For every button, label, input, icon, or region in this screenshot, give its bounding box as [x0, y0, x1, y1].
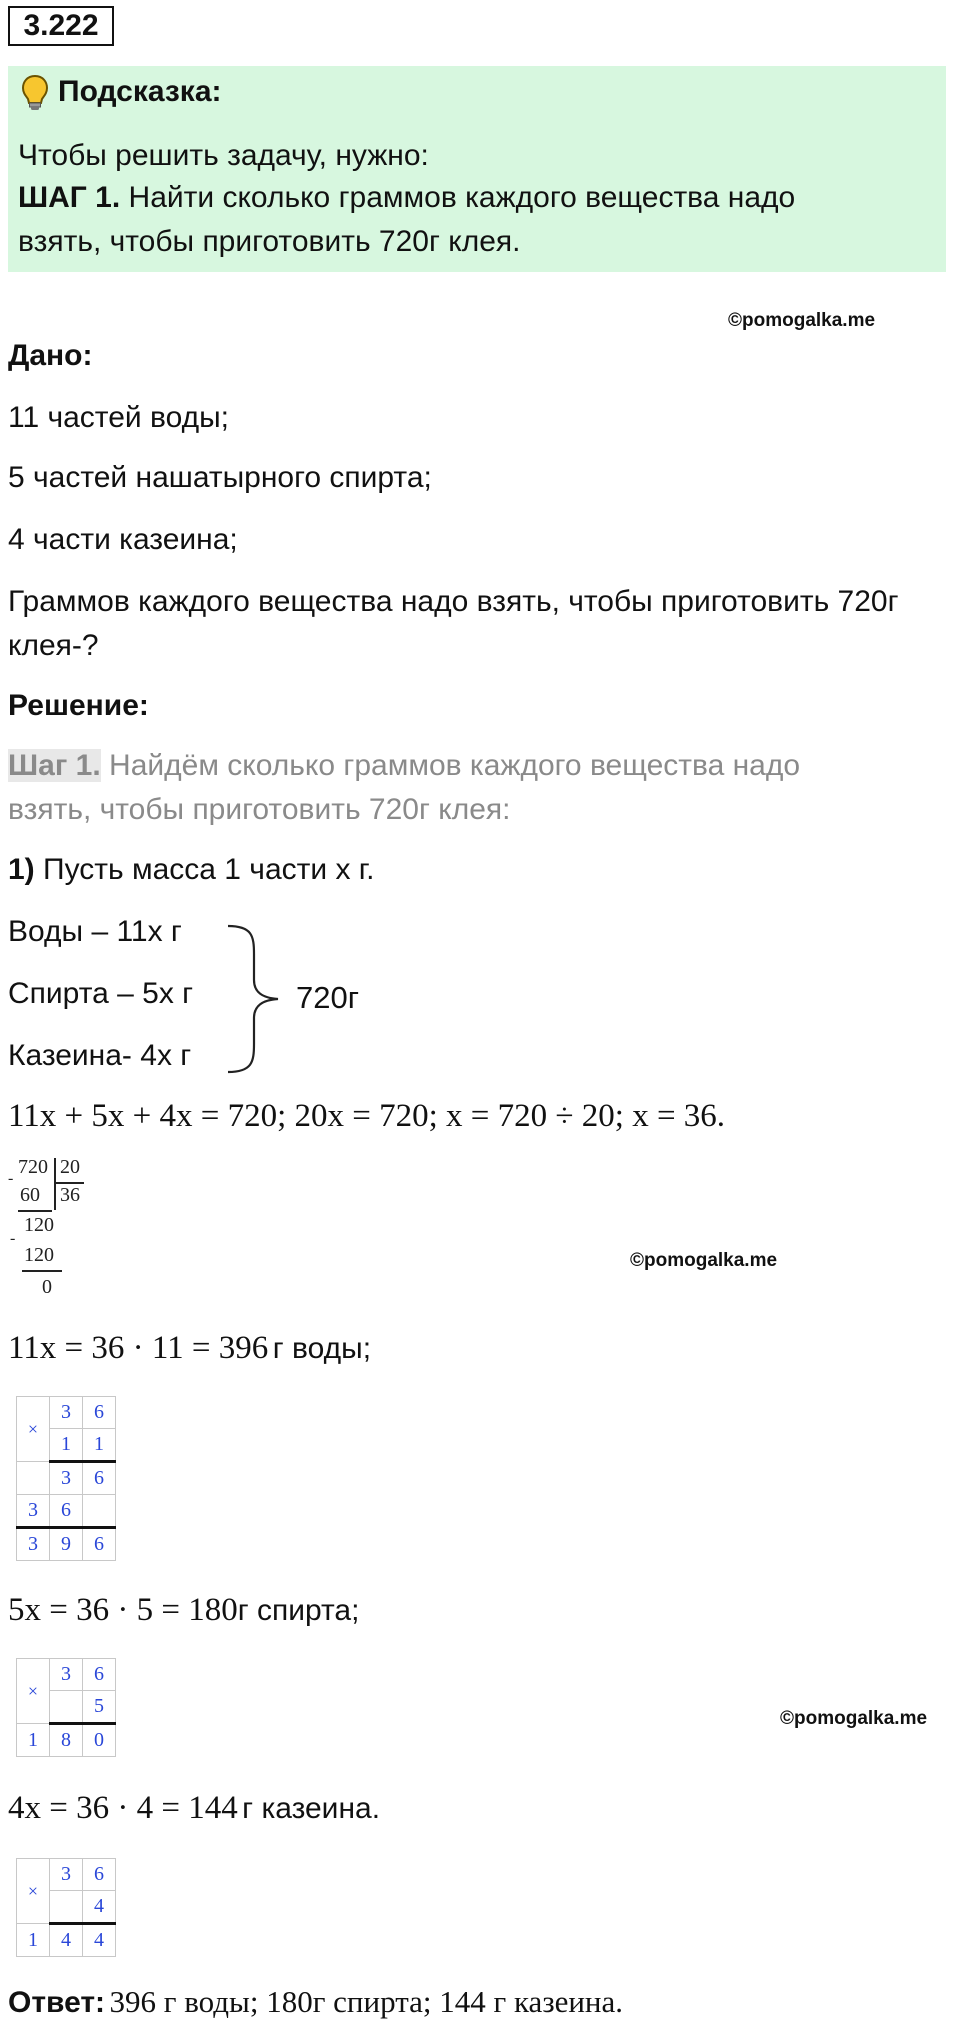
hint-step-text: Найти сколько граммов каждого вещества надо	[128, 181, 796, 214]
grid-cell: 9	[50, 1528, 83, 1561]
given-item: 5 частей нашатырного спирта;	[8, 461, 432, 494]
grid-cell	[17, 1462, 50, 1495]
given-item: 11 частей воды;	[8, 401, 230, 434]
casein-suffix: г казеина.	[242, 1792, 381, 1825]
grid-cell	[50, 1691, 83, 1724]
ld-divisor: 20	[60, 1156, 80, 1178]
casein-calc	[8, 1786, 380, 1831]
grid-cell: 8	[50, 1724, 83, 1757]
grid-cell: 4	[83, 1924, 116, 1957]
given-title: Дано:	[8, 339, 93, 372]
answer-label: Ответ:	[8, 1986, 106, 2019]
solution-step-text: Найдём сколько граммов каждого вещества надо	[109, 749, 801, 782]
water-suffix: г воды;	[272, 1332, 372, 1365]
watermark: ©pomogalka.me	[728, 310, 876, 331]
spirit-suffix: г спирта;	[237, 1594, 360, 1627]
part-water: Воды – 11х г	[8, 915, 182, 948]
ld-dividend: 720	[18, 1156, 48, 1178]
brace-icon	[222, 924, 286, 1074]
grid-cell: 1	[50, 1429, 83, 1462]
ld-rem1: 120	[24, 1214, 54, 1236]
grid-cell: 4	[50, 1924, 83, 1957]
grid-cell: 0	[83, 1724, 116, 1757]
watermark: ©pomogalka.me	[780, 1708, 928, 1729]
grid-cell: 6	[83, 1859, 116, 1891]
solution-title: Решение:	[8, 689, 149, 722]
given-question-cont: клея-?	[8, 629, 99, 662]
answer-line	[8, 1980, 623, 2025]
grid-cell: 3	[17, 1495, 50, 1528]
ld-sub1: 60	[20, 1184, 40, 1206]
given-question: Граммов каждого вещества надо взять, чтобы приготовить 720г	[8, 585, 899, 618]
long-division	[8, 1156, 88, 1306]
total-mass: 720г	[296, 980, 360, 1015]
spirit-calc	[8, 1588, 359, 1633]
hint-step-line	[18, 176, 795, 220]
main-equation: 11x + 5x + 4x = 720; 20x = 720; x = 720 ÷ 20; x = 36.	[8, 1098, 726, 1134]
hint-intro: Чтобы решить задачу, нужно:	[18, 139, 429, 172]
part-casein: Казеина- 4х г	[8, 1039, 192, 1072]
water-calc	[8, 1326, 371, 1371]
hint-box	[8, 66, 946, 272]
ld-minus-sign: -	[10, 1230, 16, 1247]
solution-step-line	[8, 744, 800, 788]
grid-cell: 5	[83, 1691, 116, 1724]
hint-title: Подсказка:	[58, 75, 222, 108]
answer-text: 396 г воды; 180г спирта; 144 г казеина.	[109, 1984, 624, 2019]
lightbulb-icon	[20, 74, 50, 112]
grid-cell: ×	[17, 1659, 50, 1724]
grid-cell: 1	[17, 1924, 50, 1957]
water-multiplication-grid	[16, 1396, 116, 1561]
part-spirit: Спирта – 5х г	[8, 977, 194, 1010]
problem-number: 3.222	[8, 6, 114, 46]
spirit-multiplication-grid	[16, 1658, 116, 1757]
grid-cell: 3	[50, 1397, 83, 1429]
grid-cell: ×	[17, 1397, 50, 1462]
hint-step-label: ШАГ 1.	[18, 181, 121, 214]
point-text: Пусть масса 1 части х г.	[43, 853, 375, 886]
grid-cell: 1	[83, 1429, 116, 1462]
grid-cell: 3	[50, 1462, 83, 1495]
water-equation: 11x = 36 · 11 = 396	[8, 1330, 269, 1366]
casein-equation: 4x = 36 · 4 = 144	[8, 1790, 238, 1826]
point-label: 1)	[8, 853, 35, 886]
ld-minus-sign: -	[8, 1170, 14, 1187]
grid-cell: 1	[17, 1724, 50, 1757]
grid-cell	[83, 1495, 116, 1528]
hint-step-text-cont: взять, чтобы приготовить 720г клея.	[18, 225, 521, 258]
solution-point	[8, 848, 374, 892]
ld-sub2: 120	[24, 1244, 54, 1266]
grid-cell: 6	[83, 1462, 116, 1495]
ld-quotient: 36	[60, 1184, 80, 1206]
grid-cell: 6	[83, 1528, 116, 1561]
solution-step-text-cont: взять, чтобы приготовить 720г клея:	[8, 793, 511, 826]
grid-cell	[50, 1891, 83, 1924]
grid-cell: 6	[83, 1397, 116, 1429]
grid-cell: 6	[83, 1659, 116, 1691]
grid-cell: 3	[50, 1659, 83, 1691]
grid-cell: 4	[83, 1891, 116, 1924]
watermark: ©pomogalka.me	[630, 1250, 778, 1271]
ld-rem2: 0	[42, 1276, 52, 1298]
spirit-equation: 5x = 36 · 5 = 180	[8, 1592, 238, 1628]
grid-cell: 3	[17, 1528, 50, 1561]
grid-cell: ×	[17, 1859, 50, 1924]
grid-cell: 3	[50, 1859, 83, 1891]
given-item: 4 части казеина;	[8, 523, 238, 556]
grid-cell: 6	[50, 1495, 83, 1528]
casein-multiplication-grid	[16, 1858, 116, 1957]
solution-step-label: Шаг 1.	[8, 749, 101, 782]
